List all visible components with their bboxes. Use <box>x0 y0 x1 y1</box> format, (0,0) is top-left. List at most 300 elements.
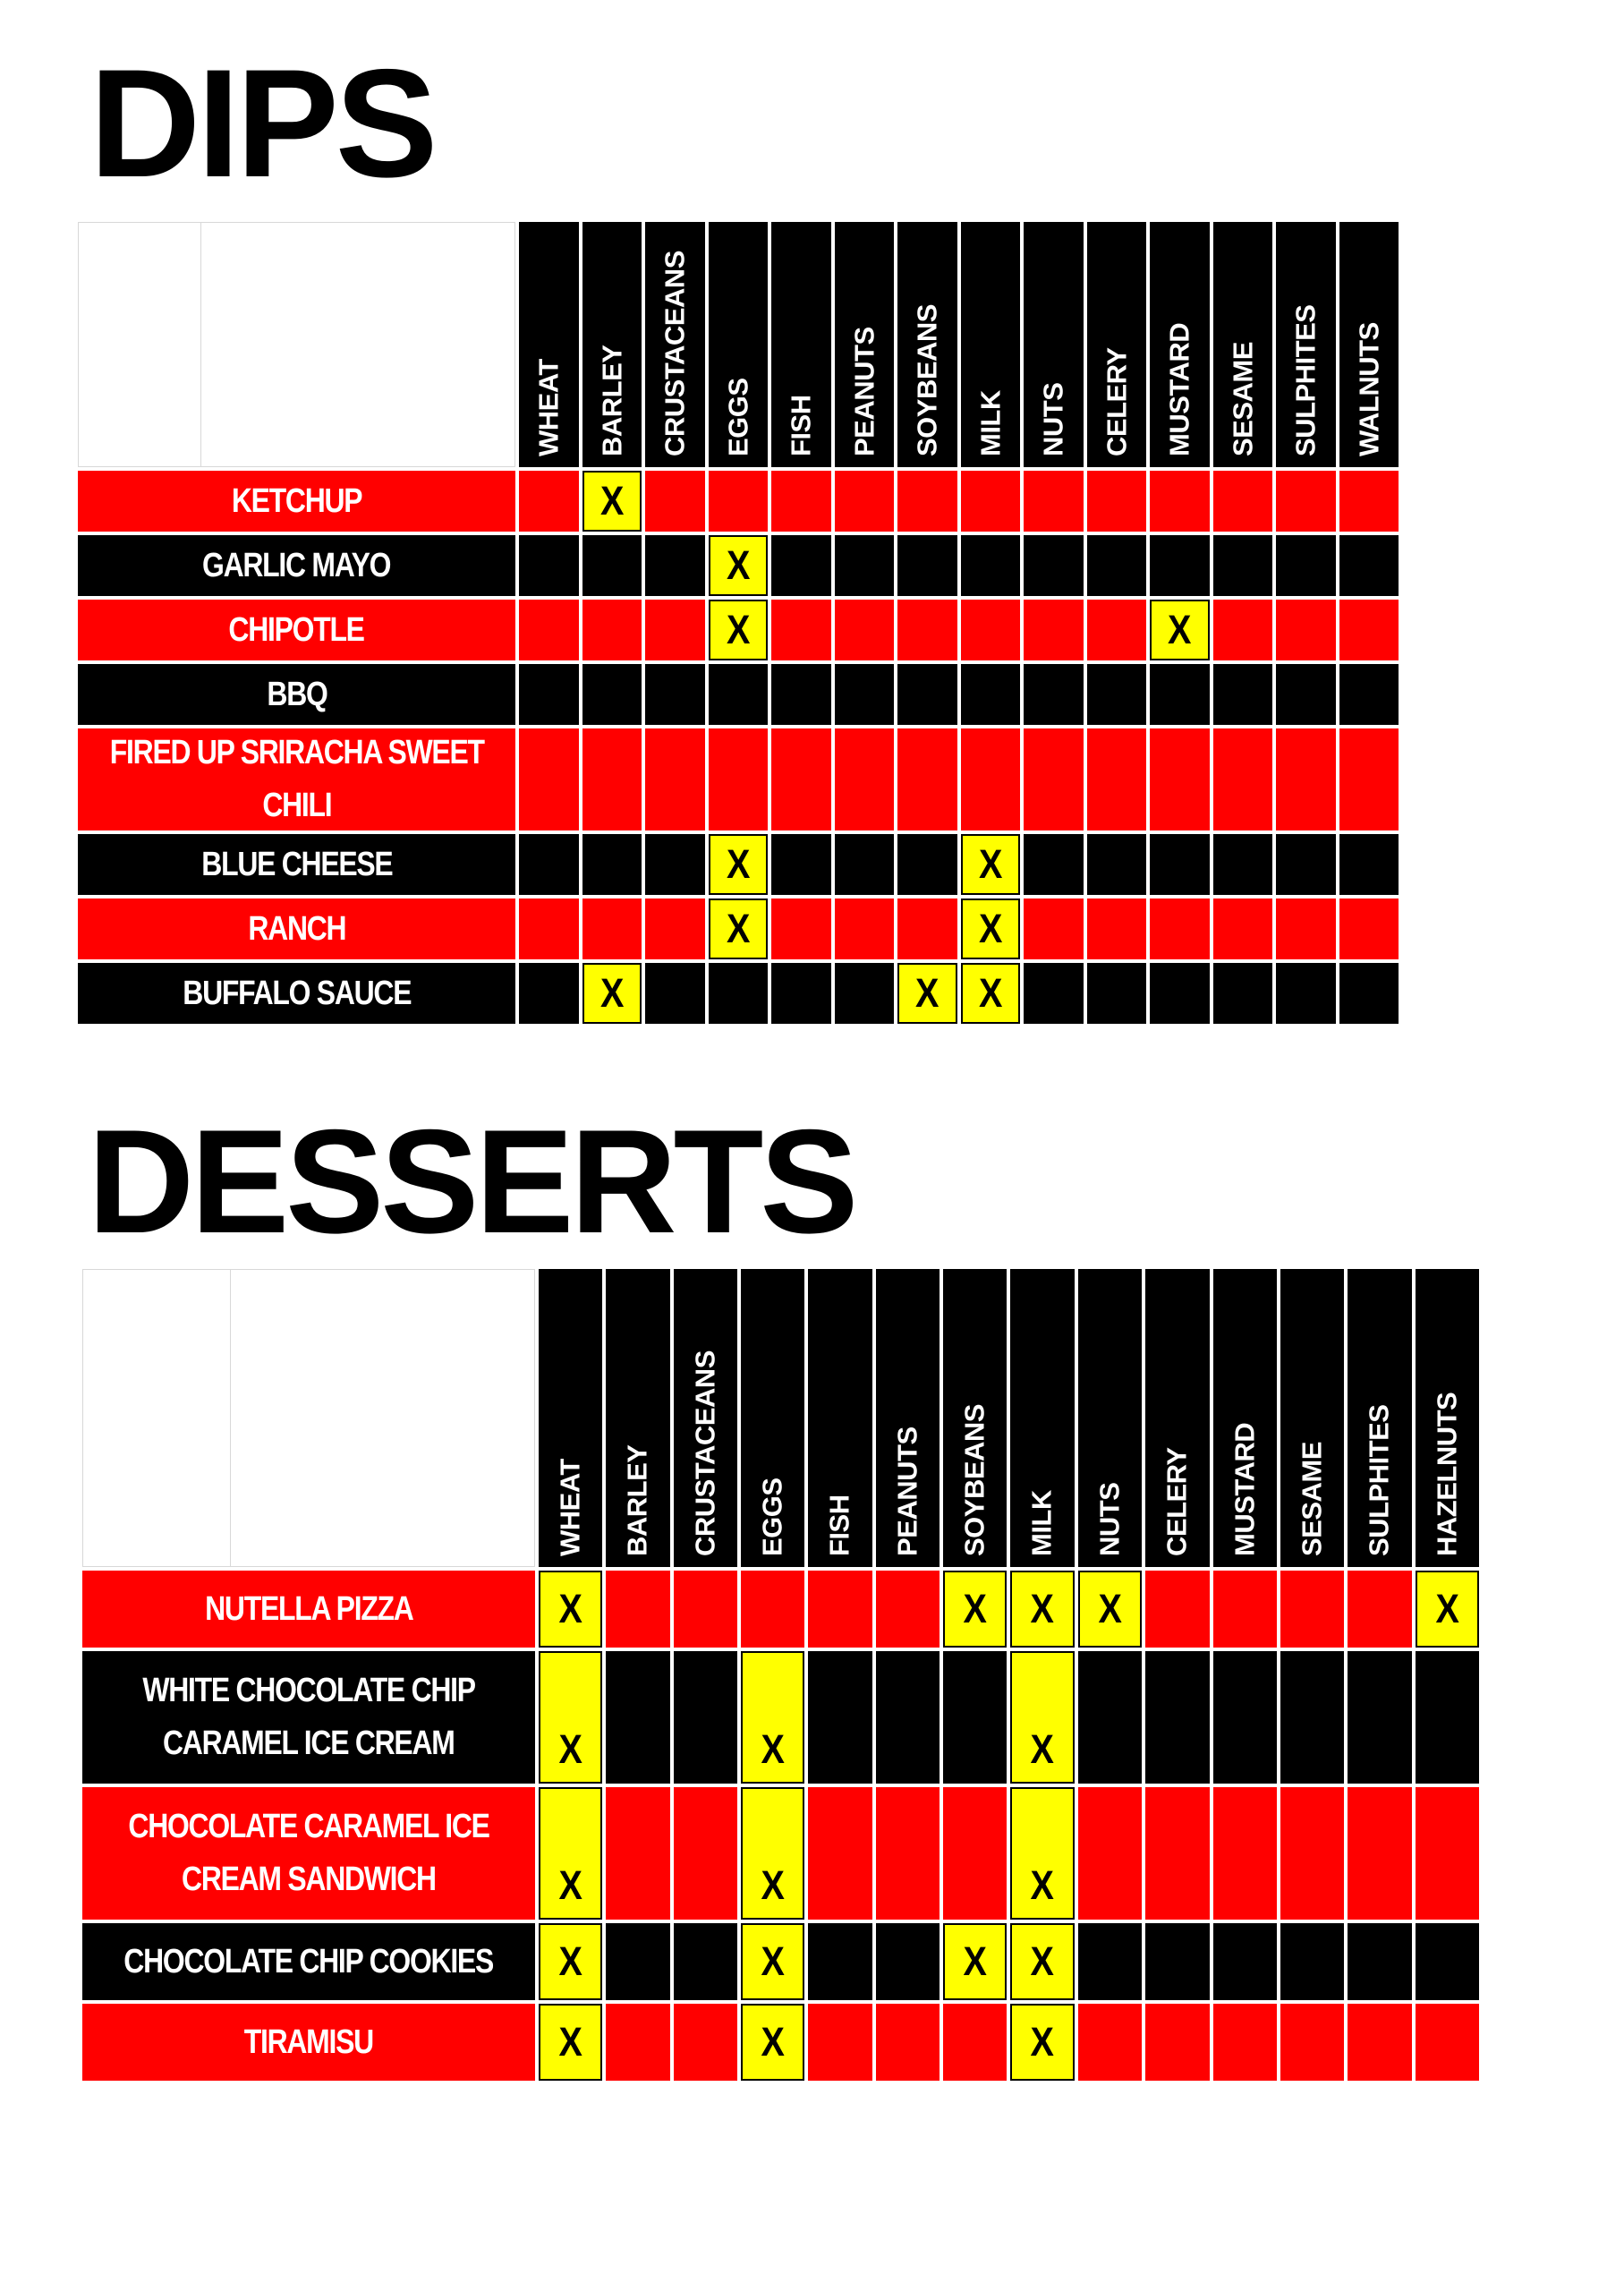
dips-cell-bbq-sulphites <box>1276 664 1336 725</box>
dips-cell-bbq-celery <box>1087 664 1147 725</box>
allergen-x-mark: X <box>726 542 750 588</box>
desserts-row-label-1 <box>82 1651 535 1784</box>
dips-cell-fired-up-sriracha-sweet-chili-sesame <box>1213 728 1273 830</box>
dips-column-header-sesame <box>1213 222 1273 467</box>
dips-cell-blue-cheese-sulphites <box>1276 834 1336 895</box>
desserts-cell-nutella-pizza-soybeans <box>943 1571 1007 1648</box>
desserts-cell-white-chocolate-chip-caramel-ice-cream-fish <box>808 1651 872 1784</box>
dips-cell-ketchup-crustaceans <box>645 471 705 532</box>
allergen-x-mark: X <box>599 478 624 524</box>
dips-cell-buffalo-sauce-peanuts <box>835 963 895 1024</box>
desserts-column-header-fish <box>808 1269 872 1567</box>
dips-row-label-6 <box>78 899 515 959</box>
dips-cell-buffalo-sauce-walnuts <box>1339 963 1399 1024</box>
dips-cell-garlic-mayo-nuts <box>1024 535 1084 596</box>
dips-cell-bbq-walnuts <box>1339 664 1399 725</box>
dips-cell-ranch-fish <box>771 899 831 959</box>
dips-cell-fired-up-sriracha-sweet-chili-celery <box>1087 728 1147 830</box>
dips-column-header-walnuts <box>1339 222 1399 467</box>
dips-cell-garlic-mayo-fish <box>771 535 831 596</box>
desserts-cell-chocolate-chip-cookies-wheat <box>539 1923 602 2000</box>
column-header-label: EGGS <box>756 1478 788 1556</box>
desserts-cell-nutella-pizza-barley <box>606 1571 669 1648</box>
allergen-x-mark: X <box>1030 1862 1055 1908</box>
desserts-cell-nutella-pizza-celery <box>1145 1571 1209 1648</box>
dips-cell-ranch-wheat <box>519 899 579 959</box>
dips-cell-chipotle-barley <box>582 600 642 660</box>
column-header-label: BARLEY <box>595 345 627 456</box>
column-header-label: EGGS <box>721 378 753 456</box>
desserts-cell-tiramisu-barley <box>606 2004 669 2081</box>
dips-column-header-crustaceans <box>645 222 705 467</box>
allergen-x-mark: X <box>599 970 624 1016</box>
dips-cell-blue-cheese-barley <box>582 834 642 895</box>
desserts-cell-nutella-pizza-wheat <box>539 1571 602 1648</box>
column-header-label: SESAME <box>1296 1442 1328 1556</box>
dips-cell-buffalo-sauce-mustard <box>1150 963 1210 1024</box>
desserts-row-label-2 <box>82 1787 535 1920</box>
dips-cell-garlic-mayo-barley <box>582 535 642 596</box>
dips-cell-bbq-peanuts <box>835 664 895 725</box>
dips-cell-buffalo-sauce-fish <box>771 963 831 1024</box>
column-header-label: HAZELNUTS <box>1431 1392 1463 1556</box>
column-header-label: SOYBEANS <box>958 1404 991 1556</box>
desserts-column-header-sesame <box>1280 1269 1344 1567</box>
dips-cell-fired-up-sriracha-sweet-chili-barley <box>582 728 642 830</box>
dips-cell-buffalo-sauce-milk <box>961 963 1021 1024</box>
desserts-corner-cell <box>82 1269 535 1567</box>
dips-cell-buffalo-sauce-barley <box>582 963 642 1024</box>
dips-cell-blue-cheese-soybeans <box>897 834 957 895</box>
dips-cell-blue-cheese-milk <box>961 834 1021 895</box>
desserts-cell-chocolate-chip-cookies-sulphites <box>1348 1923 1411 2000</box>
dips-cell-blue-cheese-eggs <box>709 834 769 895</box>
dips-cell-fired-up-sriracha-sweet-chili-peanuts <box>835 728 895 830</box>
dips-cell-chipotle-soybeans <box>897 600 957 660</box>
desserts-section-title: DESSERTS <box>88 1099 855 1264</box>
desserts-row-label-3 <box>82 1923 535 2000</box>
column-header-label: WHEAT <box>532 359 565 456</box>
dips-cell-ketchup-mustard <box>1150 471 1210 532</box>
desserts-row-label-4 <box>82 2004 535 2081</box>
allergen-x-mark: X <box>558 2019 582 2065</box>
dips-cell-bbq-milk <box>961 664 1021 725</box>
dips-cell-chipotle-wheat <box>519 600 579 660</box>
allergen-x-mark: X <box>761 1726 785 1772</box>
dips-corner-cell <box>78 222 515 467</box>
dips-cell-blue-cheese-nuts <box>1024 834 1084 895</box>
dips-cell-buffalo-sauce-crustaceans <box>645 963 705 1024</box>
row-label-line: CARAMEL ICE CREAM <box>163 1725 455 1762</box>
desserts-column-header-soybeans <box>943 1269 1007 1567</box>
desserts-cell-chocolate-chip-cookies-sesame <box>1280 1923 1344 2000</box>
dips-cell-bbq-soybeans <box>897 664 957 725</box>
desserts-cell-white-chocolate-chip-caramel-ice-cream-eggs <box>741 1651 804 1784</box>
corner-divider-line <box>200 223 201 466</box>
dips-cell-bbq-crustaceans <box>645 664 705 725</box>
desserts-cell-tiramisu-nuts <box>1078 2004 1142 2081</box>
column-header-label: PEANUTS <box>891 1427 923 1556</box>
column-header-label: PEANUTS <box>847 327 880 456</box>
desserts-cell-chocolate-chip-cookies-soybeans <box>943 1923 1007 2000</box>
column-header-label: CELERY <box>1100 347 1132 456</box>
desserts-cell-chocolate-caramel-ice-cream-sandwich-nuts <box>1078 1787 1142 1920</box>
desserts-cell-chocolate-caramel-ice-cream-sandwich-soybeans <box>943 1787 1007 1920</box>
desserts-cell-chocolate-caramel-ice-cream-sandwich-wheat <box>539 1787 602 1920</box>
allergen-x-mark: X <box>558 1938 582 1984</box>
dips-cell-ketchup-eggs <box>709 471 769 532</box>
dips-cell-garlic-mayo-peanuts <box>835 535 895 596</box>
desserts-column-header-milk <box>1010 1269 1074 1567</box>
desserts-column-header-wheat <box>539 1269 602 1567</box>
dips-cell-fired-up-sriracha-sweet-chili-eggs <box>709 728 769 830</box>
column-header-label: CELERY <box>1161 1447 1193 1556</box>
dips-cell-chipotle-peanuts <box>835 600 895 660</box>
dips-row-label-2 <box>78 600 515 660</box>
desserts-column-header-eggs <box>741 1269 804 1567</box>
allergen-x-mark: X <box>915 970 940 1016</box>
dips-cell-ketchup-milk <box>961 471 1021 532</box>
column-header-label: SULPHITES <box>1363 1404 1395 1556</box>
dips-cell-bbq-mustard <box>1150 664 1210 725</box>
row-label-line: CHOCOLATE CHIP COOKIES <box>123 1942 494 1980</box>
row-label-line: FIRED UP SRIRACHA SWEET <box>109 734 484 772</box>
dips-column-header-mustard <box>1150 222 1210 467</box>
desserts-cell-nutella-pizza-fish <box>808 1571 872 1648</box>
dips-cell-bbq-fish <box>771 664 831 725</box>
desserts-cell-tiramisu-sulphites <box>1348 2004 1411 2081</box>
dips-column-header-celery <box>1087 222 1147 467</box>
dips-allergen-table <box>78 222 1399 1024</box>
column-header-label: SESAME <box>1226 342 1258 456</box>
dips-cell-blue-cheese-fish <box>771 834 831 895</box>
desserts-cell-chocolate-caramel-ice-cream-sandwich-fish <box>808 1787 872 1920</box>
dips-cell-chipotle-walnuts <box>1339 600 1399 660</box>
desserts-cell-chocolate-chip-cookies-eggs <box>741 1923 804 2000</box>
allergen-x-mark: X <box>1168 607 1192 652</box>
allergen-x-mark: X <box>963 1586 988 1631</box>
dips-cell-blue-cheese-sesame <box>1213 834 1273 895</box>
desserts-cell-nutella-pizza-milk <box>1010 1571 1074 1648</box>
dips-cell-fired-up-sriracha-sweet-chili-nuts <box>1024 728 1084 830</box>
allergen-x-mark: X <box>1030 2019 1055 2065</box>
dips-cell-ranch-crustaceans <box>645 899 705 959</box>
allergen-x-mark: X <box>978 970 1002 1016</box>
desserts-cell-tiramisu-milk <box>1010 2004 1074 2081</box>
dips-cell-garlic-mayo-eggs <box>709 535 769 596</box>
desserts-allergen-table <box>82 1269 1479 2081</box>
dips-cell-garlic-mayo-wheat <box>519 535 579 596</box>
desserts-cell-white-chocolate-chip-caramel-ice-cream-wheat <box>539 1651 602 1784</box>
dips-column-header-wheat <box>519 222 579 467</box>
dips-cell-garlic-mayo-sulphites <box>1276 535 1336 596</box>
dips-cell-bbq-nuts <box>1024 664 1084 725</box>
dips-cell-ranch-sulphites <box>1276 899 1336 959</box>
desserts-cell-chocolate-chip-cookies-fish <box>808 1923 872 2000</box>
dips-cell-fired-up-sriracha-sweet-chili-crustaceans <box>645 728 705 830</box>
column-header-label: SOYBEANS <box>911 304 943 456</box>
row-label-line: NUTELLA PIZZA <box>204 1589 413 1628</box>
dips-section-title: DIPS <box>89 38 435 209</box>
dips-cell-buffalo-sauce-eggs <box>709 963 769 1024</box>
desserts-cell-tiramisu-fish <box>808 2004 872 2081</box>
desserts-cell-white-chocolate-chip-caramel-ice-cream-mustard <box>1213 1651 1277 1784</box>
dips-cell-fired-up-sriracha-sweet-chili-walnuts <box>1339 728 1399 830</box>
column-header-label: SULPHITES <box>1289 304 1322 456</box>
dips-cell-buffalo-sauce-nuts <box>1024 963 1084 1024</box>
dips-cell-ketchup-wheat <box>519 471 579 532</box>
desserts-cell-nutella-pizza-hazelnuts <box>1416 1571 1479 1648</box>
desserts-cell-nutella-pizza-nuts <box>1078 1571 1142 1648</box>
dips-cell-ketchup-sulphites <box>1276 471 1336 532</box>
desserts-cell-chocolate-caramel-ice-cream-sandwich-barley <box>606 1787 669 1920</box>
allergen-x-mark: X <box>963 1938 988 1984</box>
desserts-cell-nutella-pizza-crustaceans <box>674 1571 737 1648</box>
dips-cell-ketchup-walnuts <box>1339 471 1399 532</box>
desserts-cell-nutella-pizza-sesame <box>1280 1571 1344 1648</box>
dips-cell-buffalo-sauce-celery <box>1087 963 1147 1024</box>
desserts-cell-white-chocolate-chip-caramel-ice-cream-peanuts <box>876 1651 940 1784</box>
dips-cell-blue-cheese-walnuts <box>1339 834 1399 895</box>
dips-column-header-eggs <box>709 222 769 467</box>
allergen-x-mark: X <box>1030 1726 1055 1772</box>
row-label-line: GARLIC MAYO <box>202 546 391 584</box>
dips-cell-garlic-mayo-mustard <box>1150 535 1210 596</box>
dips-cell-bbq-barley <box>582 664 642 725</box>
desserts-column-header-sulphites <box>1348 1269 1411 1567</box>
dips-cell-ranch-soybeans <box>897 899 957 959</box>
column-header-label: FISH <box>824 1495 856 1556</box>
dips-cell-bbq-sesame <box>1213 664 1273 725</box>
desserts-cell-tiramisu-crustaceans <box>674 2004 737 2081</box>
dips-cell-buffalo-sauce-sesame <box>1213 963 1273 1024</box>
desserts-cell-white-chocolate-chip-caramel-ice-cream-hazelnuts <box>1416 1651 1479 1784</box>
desserts-grid <box>82 1269 1479 2081</box>
row-label-line: KETCHUP <box>231 481 362 520</box>
desserts-cell-chocolate-caramel-ice-cream-sandwich-mustard <box>1213 1787 1277 1920</box>
desserts-cell-white-chocolate-chip-caramel-ice-cream-nuts <box>1078 1651 1142 1784</box>
allergen-x-mark: X <box>1098 1586 1122 1631</box>
dips-cell-buffalo-sauce-soybeans <box>897 963 957 1024</box>
column-header-label: CRUSTACEANS <box>659 251 691 456</box>
row-label-line: BLUE CHEESE <box>200 845 393 883</box>
desserts-column-header-mustard <box>1213 1269 1277 1567</box>
dips-cell-ketchup-peanuts <box>835 471 895 532</box>
desserts-row-label-0 <box>82 1571 535 1648</box>
allergen-x-mark: X <box>726 607 750 652</box>
dips-cell-fired-up-sriracha-sweet-chili-fish <box>771 728 831 830</box>
dips-cell-fired-up-sriracha-sweet-chili-wheat <box>519 728 579 830</box>
row-label-line: WHITE CHOCOLATE CHIP <box>142 1672 475 1710</box>
dips-cell-fired-up-sriracha-sweet-chili-mustard <box>1150 728 1210 830</box>
dips-cell-fired-up-sriracha-sweet-chili-sulphites <box>1276 728 1336 830</box>
desserts-cell-white-chocolate-chip-caramel-ice-cream-barley <box>606 1651 669 1784</box>
dips-column-header-fish <box>771 222 831 467</box>
allergen-x-mark: X <box>761 2019 785 2065</box>
desserts-cell-chocolate-chip-cookies-hazelnuts <box>1416 1923 1479 2000</box>
corner-divider-line <box>230 1270 231 1566</box>
dips-column-header-barley <box>582 222 642 467</box>
desserts-cell-white-chocolate-chip-caramel-ice-cream-sesame <box>1280 1651 1344 1784</box>
allergen-x-mark: X <box>1030 1586 1055 1631</box>
dips-cell-chipotle-celery <box>1087 600 1147 660</box>
desserts-column-header-crustaceans <box>674 1269 737 1567</box>
desserts-column-header-hazelnuts <box>1416 1269 1479 1567</box>
column-header-label: CRUSTACEANS <box>689 1350 721 1556</box>
dips-cell-chipotle-nuts <box>1024 600 1084 660</box>
dips-cell-blue-cheese-peanuts <box>835 834 895 895</box>
dips-row-label-1 <box>78 535 515 596</box>
dips-cell-blue-cheese-celery <box>1087 834 1147 895</box>
dips-cell-garlic-mayo-soybeans <box>897 535 957 596</box>
desserts-cell-chocolate-chip-cookies-milk <box>1010 1923 1074 2000</box>
dips-cell-ranch-peanuts <box>835 899 895 959</box>
dips-row-label-3 <box>78 664 515 725</box>
dips-cell-bbq-wheat <box>519 664 579 725</box>
dips-column-header-soybeans <box>897 222 957 467</box>
dips-cell-chipotle-sulphites <box>1276 600 1336 660</box>
dips-column-header-milk <box>961 222 1021 467</box>
desserts-cell-tiramisu-hazelnuts <box>1416 2004 1479 2081</box>
desserts-cell-chocolate-caramel-ice-cream-sandwich-crustaceans <box>674 1787 737 1920</box>
desserts-column-header-peanuts <box>876 1269 940 1567</box>
desserts-cell-nutella-pizza-mustard <box>1213 1571 1277 1648</box>
dips-cell-garlic-mayo-crustaceans <box>645 535 705 596</box>
dips-cell-chipotle-fish <box>771 600 831 660</box>
column-header-label: WHEAT <box>554 1459 586 1556</box>
allergen-x-mark: X <box>558 1862 582 1908</box>
column-header-label: NUTS <box>1093 1482 1126 1556</box>
dips-cell-ranch-barley <box>582 899 642 959</box>
desserts-cell-tiramisu-wheat <box>539 2004 602 2081</box>
desserts-cell-nutella-pizza-eggs <box>741 1571 804 1648</box>
desserts-cell-chocolate-chip-cookies-celery <box>1145 1923 1209 2000</box>
desserts-cell-chocolate-caramel-ice-cream-sandwich-milk <box>1010 1787 1074 1920</box>
desserts-cell-chocolate-caramel-ice-cream-sandwich-sesame <box>1280 1787 1344 1920</box>
desserts-cell-tiramisu-mustard <box>1213 2004 1277 2081</box>
dips-cell-ranch-sesame <box>1213 899 1273 959</box>
dips-cell-ranch-eggs <box>709 899 769 959</box>
row-label-line: CREAM SANDWICH <box>182 1861 436 1898</box>
desserts-cell-tiramisu-eggs <box>741 2004 804 2081</box>
allergen-x-mark: X <box>978 841 1002 887</box>
dips-cell-blue-cheese-mustard <box>1150 834 1210 895</box>
desserts-cell-white-chocolate-chip-caramel-ice-cream-crustaceans <box>674 1651 737 1784</box>
desserts-column-header-barley <box>606 1269 669 1567</box>
desserts-cell-tiramisu-peanuts <box>876 2004 940 2081</box>
column-header-label: NUTS <box>1037 382 1069 456</box>
dips-cell-chipotle-mustard <box>1150 600 1210 660</box>
dips-cell-ketchup-celery <box>1087 471 1147 532</box>
desserts-cell-white-chocolate-chip-caramel-ice-cream-soybeans <box>943 1651 1007 1784</box>
desserts-cell-tiramisu-soybeans <box>943 2004 1007 2081</box>
desserts-cell-chocolate-caramel-ice-cream-sandwich-sulphites <box>1348 1787 1411 1920</box>
dips-row-label-4 <box>78 728 515 830</box>
dips-cell-ketchup-soybeans <box>897 471 957 532</box>
dips-cell-ranch-celery <box>1087 899 1147 959</box>
desserts-cell-chocolate-caramel-ice-cream-sandwich-hazelnuts <box>1416 1787 1479 1920</box>
desserts-cell-tiramisu-celery <box>1145 2004 1209 2081</box>
column-header-label: FISH <box>785 395 817 456</box>
allergen-x-mark: X <box>1030 1938 1055 1984</box>
allergen-x-mark: X <box>726 906 750 951</box>
allergen-x-mark: X <box>761 1862 785 1908</box>
dips-cell-blue-cheese-crustaceans <box>645 834 705 895</box>
dips-grid <box>78 222 1399 1024</box>
allergen-x-mark: X <box>558 1586 582 1631</box>
desserts-cell-white-chocolate-chip-caramel-ice-cream-sulphites <box>1348 1651 1411 1784</box>
dips-column-header-peanuts <box>835 222 895 467</box>
dips-cell-chipotle-eggs <box>709 600 769 660</box>
desserts-cell-tiramisu-sesame <box>1280 2004 1344 2081</box>
row-label-line: RANCH <box>248 909 345 948</box>
dips-cell-ranch-walnuts <box>1339 899 1399 959</box>
column-header-label: MILK <box>974 390 1006 456</box>
dips-cell-ketchup-barley <box>582 471 642 532</box>
dips-cell-ketchup-fish <box>771 471 831 532</box>
desserts-cell-chocolate-chip-cookies-barley <box>606 1923 669 2000</box>
dips-cell-chipotle-crustaceans <box>645 600 705 660</box>
desserts-cell-chocolate-chip-cookies-crustaceans <box>674 1923 737 2000</box>
dips-column-header-sulphites <box>1276 222 1336 467</box>
dips-cell-ranch-mustard <box>1150 899 1210 959</box>
row-label-line: BBQ <box>266 675 327 713</box>
dips-cell-buffalo-sauce-wheat <box>519 963 579 1024</box>
allergen-x-mark: X <box>978 906 1002 951</box>
row-label-line: CHIPOTLE <box>228 610 365 649</box>
desserts-cell-white-chocolate-chip-caramel-ice-cream-milk <box>1010 1651 1074 1784</box>
dips-cell-blue-cheese-wheat <box>519 834 579 895</box>
row-label-line: CHILI <box>261 787 332 824</box>
dips-cell-bbq-eggs <box>709 664 769 725</box>
desserts-cell-nutella-pizza-peanuts <box>876 1571 940 1648</box>
desserts-cell-chocolate-caramel-ice-cream-sandwich-eggs <box>741 1787 804 1920</box>
row-label-line: TIRAMISU <box>243 2023 374 2061</box>
dips-column-header-nuts <box>1024 222 1084 467</box>
column-header-label: BARLEY <box>622 1444 654 1556</box>
desserts-cell-chocolate-caramel-ice-cream-sandwich-peanuts <box>876 1787 940 1920</box>
column-header-label: MILK <box>1026 1490 1059 1556</box>
dips-row-label-0 <box>78 471 515 532</box>
row-label-line: BUFFALO SAUCE <box>183 974 411 1012</box>
desserts-cell-chocolate-chip-cookies-peanuts <box>876 1923 940 2000</box>
desserts-cell-white-chocolate-chip-caramel-ice-cream-celery <box>1145 1651 1209 1784</box>
dips-row-label-5 <box>78 834 515 895</box>
dips-cell-chipotle-sesame <box>1213 600 1273 660</box>
allergen-x-mark: X <box>726 841 750 887</box>
row-label-line: CHOCOLATE CARAMEL ICE <box>128 1808 489 1846</box>
dips-cell-ranch-milk <box>961 899 1021 959</box>
column-header-label: WALNUTS <box>1352 322 1384 456</box>
allergen-x-mark: X <box>761 1938 785 1984</box>
dips-cell-ketchup-sesame <box>1213 471 1273 532</box>
dips-cell-chipotle-milk <box>961 600 1021 660</box>
dips-cell-garlic-mayo-walnuts <box>1339 535 1399 596</box>
dips-cell-garlic-mayo-celery <box>1087 535 1147 596</box>
allergen-x-mark: X <box>1435 1586 1459 1631</box>
dips-cell-ranch-nuts <box>1024 899 1084 959</box>
desserts-cell-nutella-pizza-sulphites <box>1348 1571 1411 1648</box>
column-header-label: MUSTARD <box>1229 1422 1261 1556</box>
dips-cell-buffalo-sauce-sulphites <box>1276 963 1336 1024</box>
dips-cell-ketchup-nuts <box>1024 471 1084 532</box>
dips-cell-garlic-mayo-sesame <box>1213 535 1273 596</box>
column-header-label: MUSTARD <box>1163 322 1195 456</box>
allergen-x-mark: X <box>558 1726 582 1772</box>
dips-cell-garlic-mayo-milk <box>961 535 1021 596</box>
dips-row-label-7 <box>78 963 515 1024</box>
dips-cell-fired-up-sriracha-sweet-chili-milk <box>961 728 1021 830</box>
